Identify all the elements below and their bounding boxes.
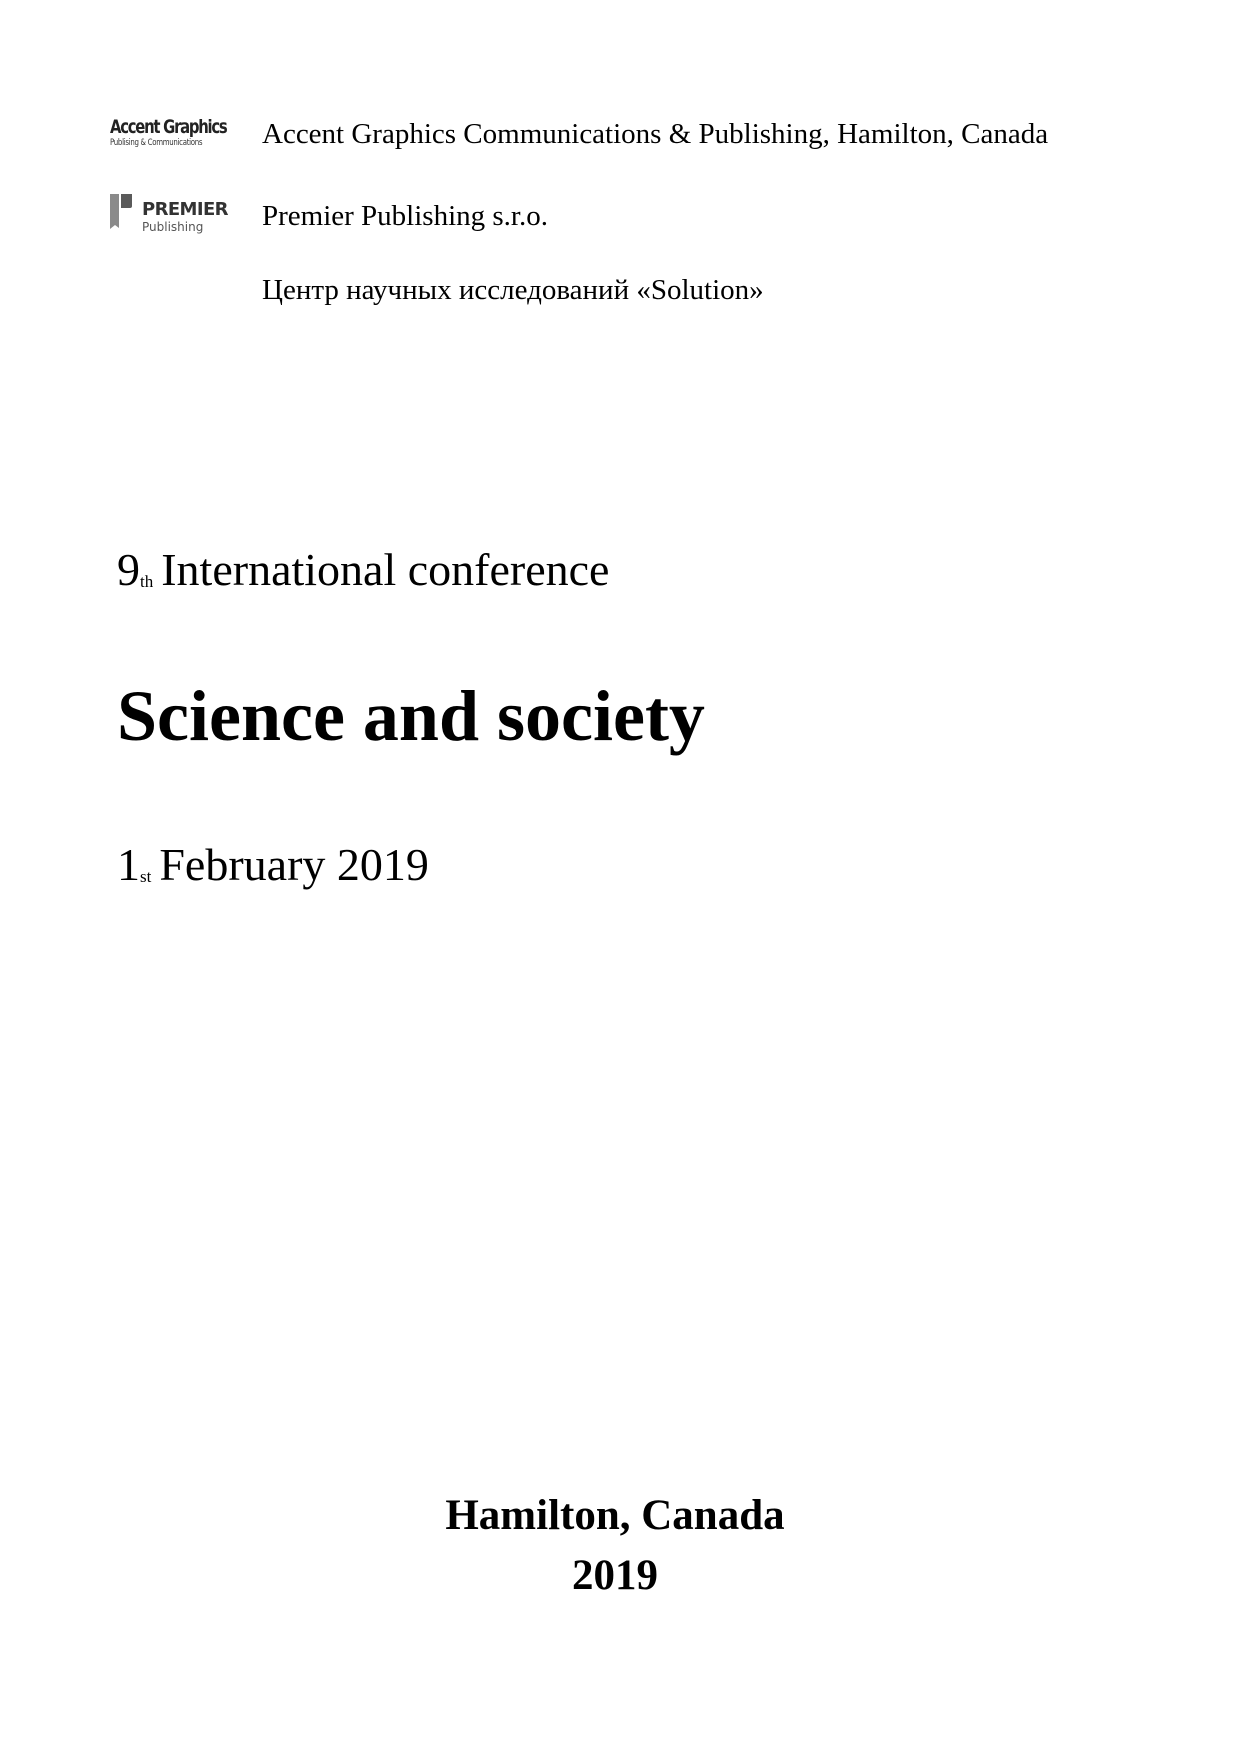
date-ordinal: st: [140, 867, 152, 886]
publisher-name-accent: Accent Graphics Communications & Publishing, Hamilton, Canada: [262, 117, 1049, 150]
publication-place: [0, 1486, 1240, 1606]
page-title: Science and society: [117, 676, 705, 756]
premier-logo-title: PREMIER: [142, 198, 228, 220]
conference-label: International conference: [161, 544, 610, 595]
publisher-solution: [110, 276, 764, 305]
premier-logo-subtitle: Publishing: [142, 219, 204, 234]
accent-graphics-logo-title: Accent Graphics: [110, 116, 227, 138]
publisher-name-premier: Premier Publishing s.r.o.: [262, 200, 548, 232]
conference-ordinal: th: [140, 572, 154, 591]
accent-graphics-logo: [110, 118, 262, 150]
conference-number: 9: [117, 544, 140, 595]
accent-graphics-logo-subtitle: Publising & Communications: [110, 138, 203, 148]
conference-date: [117, 839, 429, 890]
premier-logo: [110, 194, 262, 239]
date-day: 1: [117, 839, 140, 890]
publisher-premier: [110, 194, 548, 239]
date-rest: February 2019: [159, 839, 429, 890]
place-city: Hamilton, Canada: [445, 1492, 785, 1539]
publisher-name-solution: Центр научных исследований «Solution»: [262, 274, 764, 306]
bookmark-icon: [110, 194, 132, 239]
publisher-accent-graphics: [110, 118, 1048, 150]
place-year: 2019: [572, 1552, 658, 1599]
conference-edition: [117, 544, 610, 595]
